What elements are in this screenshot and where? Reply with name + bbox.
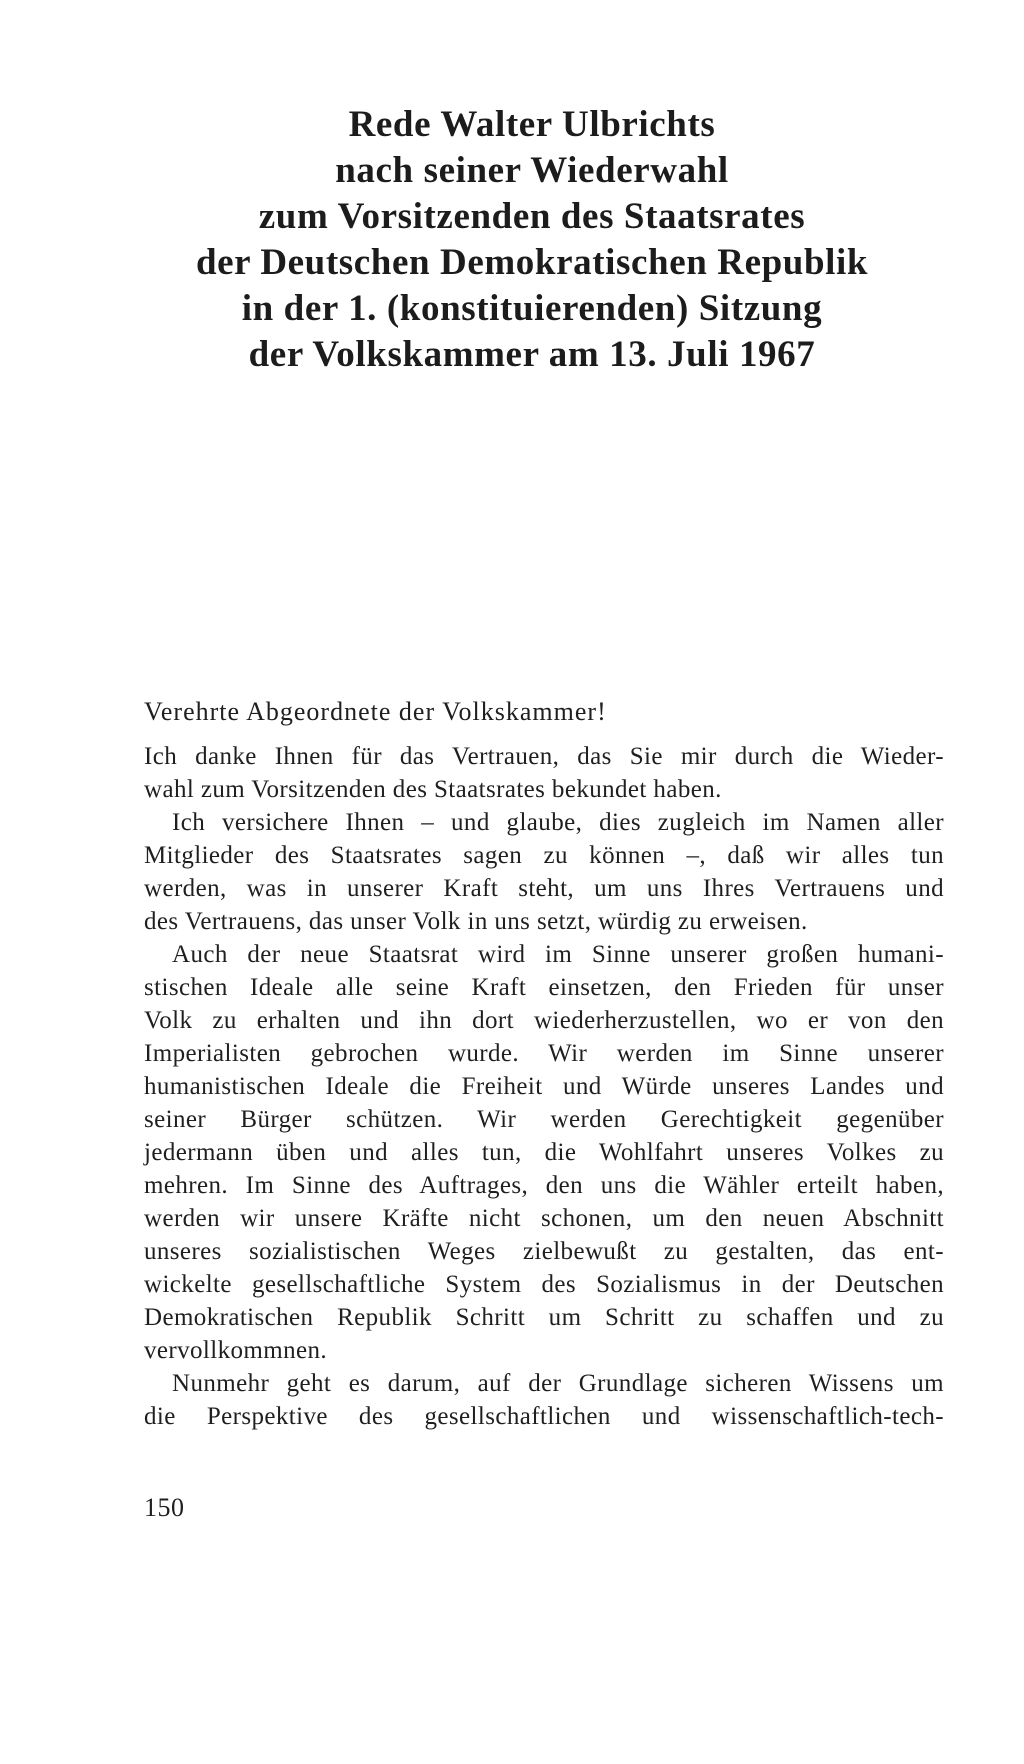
speech-title	[120, 102, 944, 378]
title-line: zum Vorsitzenden des Staatsrates	[258, 196, 806, 237]
text-line: stischen Ideale alle seine Kraft einsetzen, den Frieden für unser	[144, 974, 944, 1001]
paragraph-2	[144, 806, 944, 938]
text-line: unseres sozialistischen Weges zielbewußt zu gestalten, das ent-	[144, 1238, 944, 1265]
text-line: wickelte gesellschaftliche System des Sozialismus in der Deutschen	[144, 1271, 944, 1298]
text-line: humanistischen Ideale die Freiheit und Würde unseres Landes und	[144, 1073, 944, 1100]
page-number: 150	[144, 1493, 185, 1522]
text-line: mehren. Im Sinne des Auftrages, den uns die Wähler erteilt haben,	[144, 1172, 944, 1199]
text-line: jedermann üben und alles tun, die Wohlfahrt unseres Volkes zu	[144, 1139, 944, 1166]
text-line: Mitglieder des Staatsrates sagen zu können –, daß wir alles tun	[144, 842, 944, 869]
text-line: Ich danke Ihnen für das Vertrauen, das Sie mir durch die Wieder-	[144, 743, 944, 770]
title-line: der Volkskammer am 13. Juli 1967	[248, 334, 816, 375]
text-line: seiner Bürger schützen. Wir werden Gerechtigkeit gegenüber	[144, 1106, 944, 1133]
text-line: Ich versichere Ihnen – und glaube, dies zugleich im Namen aller	[172, 809, 944, 836]
salutation: Verehrte Abgeordnete der Volkskammer!	[144, 697, 607, 726]
text-line: vervollkommnen.	[144, 1337, 328, 1364]
text-line: Volk zu erhalten und ihn dort wiederherzustellen, wo er von den	[144, 1007, 944, 1034]
title-line: der Deutschen Demokratischen Republik	[195, 242, 869, 283]
title-line: nach seiner Wiederwahl	[335, 150, 729, 191]
text-line: Auch der neue Staatsrat wird im Sinne unserer großen humani-	[172, 941, 944, 968]
speech-body	[144, 696, 944, 1433]
text-line: Imperialisten gebrochen wurde. Wir werden im Sinne unserer	[144, 1040, 944, 1067]
text-line: Nunmehr geht es darum, auf der Grundlage sicheren Wissens um	[172, 1370, 944, 1397]
text-line: wahl zum Vorsitzenden des Staatsrates bekundet haben.	[144, 776, 722, 803]
paragraph-3	[144, 938, 944, 1367]
text-line: des Vertrauens, das unser Volk in uns setzt, würdig zu erweisen.	[144, 908, 808, 935]
title-line: Rede Walter Ulbrichts	[348, 104, 716, 145]
title-line: in der 1. (konstituierenden) Sitzung	[241, 288, 823, 329]
text-line: die Perspektive des gesellschaftlichen und wissenschaftlich-tech-	[144, 1403, 944, 1430]
text-line: werden, was in unserer Kraft steht, um uns Ihres Vertrauens und	[144, 875, 944, 902]
text-line: werden wir unsere Kräfte nicht schonen, um den neuen Abschnitt	[144, 1205, 944, 1232]
paragraph-1	[144, 740, 944, 806]
paragraph-4	[144, 1367, 944, 1433]
text-line: Demokratischen Republik Schritt um Schritt zu schaffen und zu	[144, 1304, 944, 1331]
